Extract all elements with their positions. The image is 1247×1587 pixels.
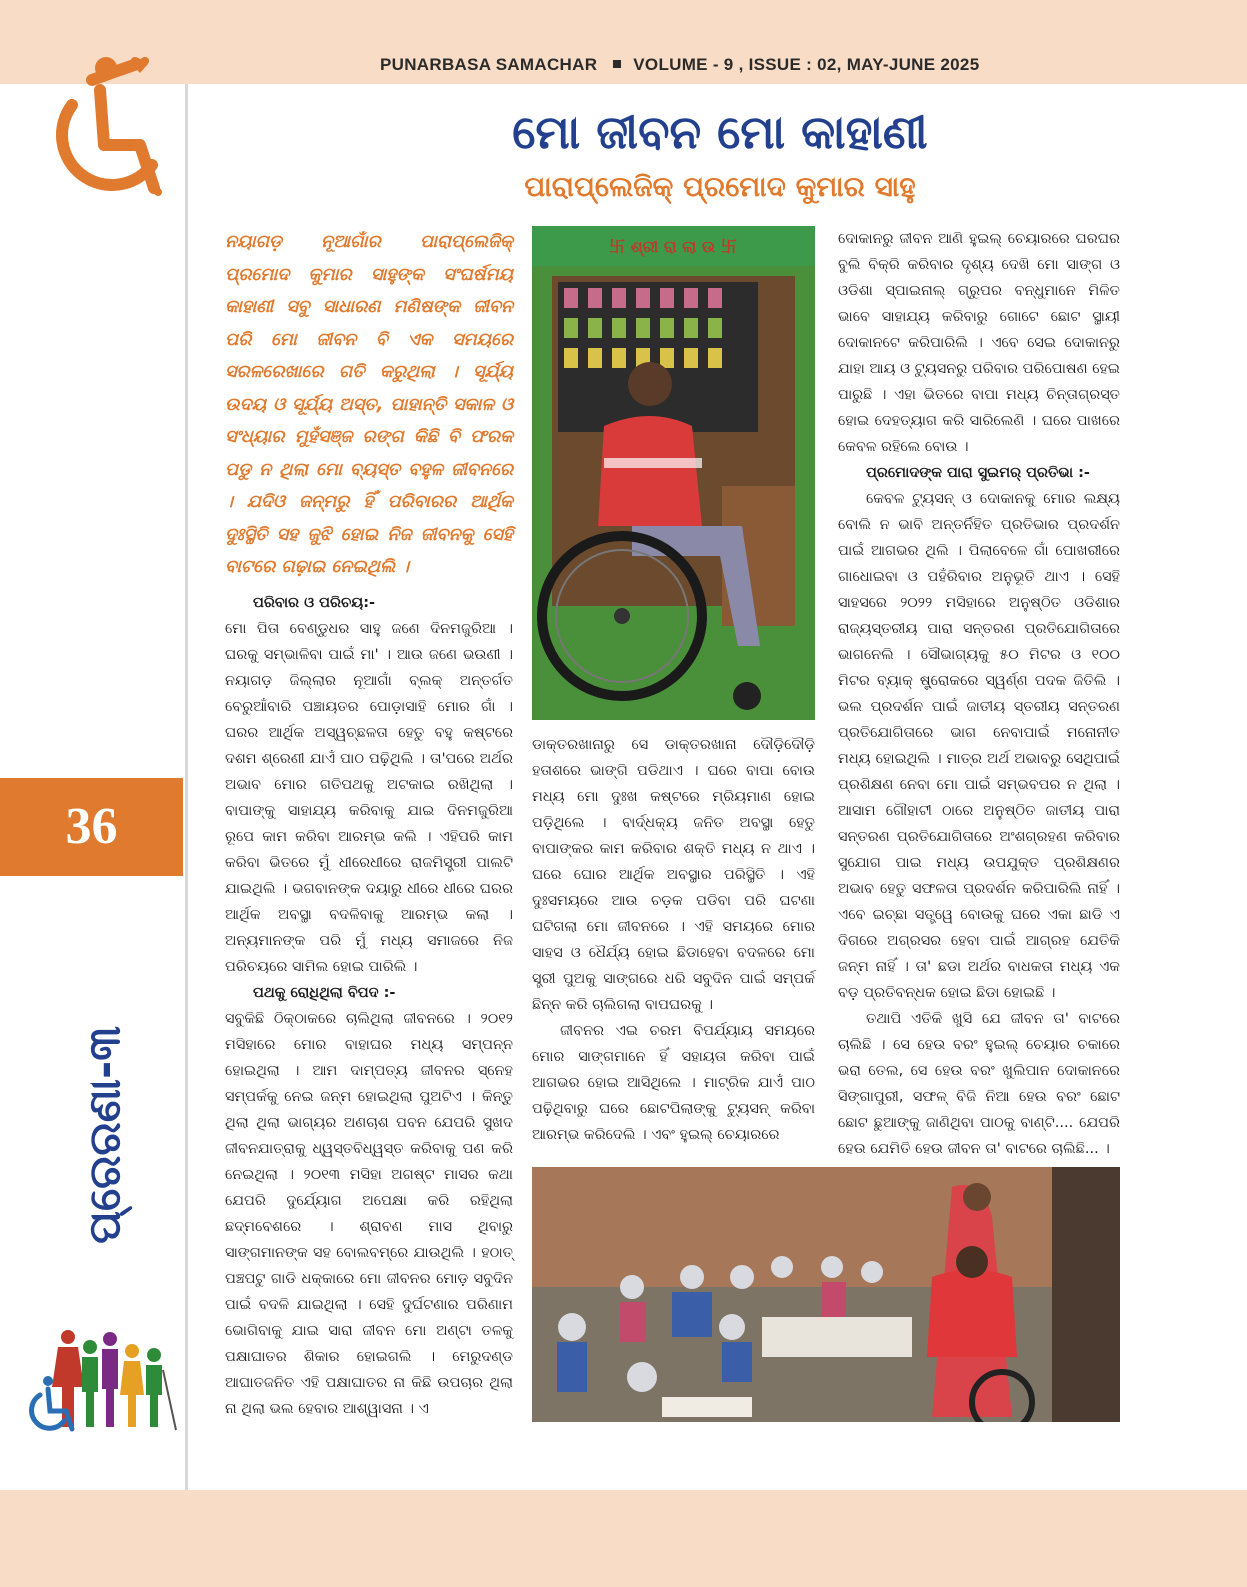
square-bullet-icon bbox=[613, 60, 621, 68]
tuition-photo bbox=[532, 1167, 1120, 1422]
column-right bbox=[838, 226, 1120, 1162]
wheelchair-logo-icon bbox=[42, 50, 172, 200]
section-heading: ପ୍ରମୋଦଙ୍କ ପାରା ସୁଇମର୍ ପ୍ରତିଭା :- bbox=[866, 465, 1090, 481]
publication-name: PUNARBASA SAMACHAR bbox=[380, 55, 598, 74]
issue-info: VOLUME - 9 , ISSUE : 02, MAY-JUNE 2025 bbox=[633, 55, 980, 74]
article-title: ମୋ ଜୀବନ ମୋ କାହାଣୀ bbox=[512, 105, 928, 159]
section-label-text: ପ୍ରେରଣା-୩ bbox=[79, 1026, 131, 1244]
paragraph: ତଥାପି ଏତିକି ଖୁସି ଯେ ଜୀବନ ତା' ବାଟରେ ଚାଲିଛି । ସେ ହେଉ ବରଂ ହୁଇଲ୍ ଚେୟାର ଚକାରେ ଭରା ତେଲ, ସେ ହେଉ ବରଂ ଖୁଲିପାନ ଦୋକାନରେ ସିଙ୍ଗାପୁରୀ, ସଫଳ୍ ବିଜି ନିଆ ହେଉ ବରଂ ଛୋଟ ଛୋଟ ଛୁଆଙ୍କୁ ଜାଣିଥିବା ପାଠକୁ ବାଣ୍ଟି.... ଯେପରି ହେଉ ଯେମିତି ହେଉ ଜୀବନ ତା' ବାଟରେ ଚାଲିଛି... । bbox=[838, 1011, 1120, 1157]
people-group-icon bbox=[28, 1325, 178, 1435]
section-heading: ପଥକୁ ରୋଧିଥିଲା ବିପଦ :- bbox=[253, 985, 396, 1001]
shop-photo bbox=[532, 226, 815, 720]
running-header bbox=[380, 55, 979, 75]
bottom-band bbox=[0, 1490, 1247, 1587]
column-left bbox=[225, 590, 513, 1422]
shop-sign-text: 卐 ଶ୍ରୀ ରା ଲା ଉ 卐 bbox=[609, 237, 737, 256]
paragraph: ସବୁକିଛି ଠିକ୍‌ଠାକରେ ଚାଲିଥିଲା ଜୀବନରେ । ୨୦୧୨ ମସିହାରେ ମୋର ବାହାଘର ମଧ୍ୟ ସମ୍ପନ୍ନ ହୋଇଥିଲା । ଆମ ଦାମ୍ପତ୍ୟ ଜୀବନର ସ୍ନେହ ସମ୍ପର୍କକୁ ନେଇ ଜନ୍ମ ହୋଇଥିଲା ପୁଅଟିଏ । କିନ୍ତୁ ଥିଲା ଥିଲା ଭାଗ୍ୟର ଅଣଚାଶ ପବନ ଯେପରି ସୁଖଦ ଜୀବନଯାତ୍ରାକୁ ଧ୍ୱସ୍ତବିଧ୍ୱସ୍ତ କରିବାକୁ ପଣ କରି ନେଇଥିଲା । ୨୦୧୩ ମସିହା ଅଗଷ୍ଟ ମାସର କଥା ଯେପରି ଦୁର୍ଯ୍ୟୋଗ ଅପେକ୍ଷା କରି ରହିଥିଲା ଛଦ୍ମବେଶରେ । ଶ୍ରାବଣ ମାସ ଥିବାରୁ ସାଙ୍ଗମାନଙ୍କ ସହ ବୋଲବମ୍‌ରେ ଯାଉଥିଲି । ହଠାତ୍ ପଞ୍ଚପଟୁ ଗାଡି ଧକ୍କାରେ ମୋ ଜୀବନର ମୋଡ଼ ସବୁଦିନ ପାଇଁ ବଦଳି ଯାଇଥିଲା । ସେହି ଦୁର୍ଘଟଣାର ପରିଣାମ ଭୋଗିବାକୁ ଯାଇ ସାରା ଜୀବନ ମୋ ଅଣ୍ଟା ତଳକୁ ପକ୍ଷାଘାତର ଶିକାର ହୋଇଗଲି । ମେରୁଦଣ୍ଡ ଆଘାତଜନିତ ଏହି ପକ୍ଷାଘାତର ନା କିଛି ଉପଚାର ଥିଲା ନା ଥିଲା ଭଲ ହେବାର ଆଶ୍ୱାସନା । ଏ bbox=[225, 1011, 513, 1417]
paragraph: କେବଳ ଟ୍ୟୁସନ୍ ଓ ଦୋକାନକୁ ମୋର ଲକ୍ଷ୍ୟ ବୋଲି ନ ଭାବି ଅନ୍ତର୍ନିହିତ ପ୍ରତିଭାର ପ୍ରଦର୍ଶନ ପାଇଁ ଆଗଭର ଥିଲି । ପିଲାବେଳେ ଗାଁ ପୋଖରୀରେ ଗାଧୋଇବା ଓ ପହଁରିବାର ଅନୁଭୂତି ଥାଏ । ସେହି ସାହସରେ ୨୦୨୨ ମସିହାରେ ଅନୁଷ୍ଠିତ ଓଡିଶାର ରାଜ୍ୟସ୍ତରୀୟ ପାରା ସନ୍ତରଣ ପ୍ରତିଯୋଗିତାରେ ଭାଗନେଲି । ସୌଭାଗ୍ୟକୁ ୫୦ ମିଟର ଓ ୧୦୦ ମିଟର ବ୍ୟାକ୍ ଷ୍ଟ୍ରୋକରେ ସ୍ୱର୍ଣ୍ଣ ପଦକ ଜିତିଲି । ଭଲ ପ୍ରଦର୍ଶନ ପାଇଁ ଜାତୀୟ ସ୍ତରୀୟ ସନ୍ତରଣ ପ୍ରତିଯୋଗିତାରେ ଭାଗ ନେବାପାଇଁ ମନୋନୀତ ମଧ୍ୟ ହୋଇଥିଲି । ମାତ୍ର ଅର୍ଥ ଅଭାବରୁ ସେଥିପାଇଁ ପ୍ରଶିକ୍ଷଣ ନେବା ମୋ ପାଇଁ ସମ୍ଭବପର ନ ଥିଲା । ଆସାମ ଗୌହାଟୀ ଠାରେ ଅନୁଷ୍ଠିତ ଜାତୀୟ ପାରା ସନ୍ତରଣ ପ୍ରତିଯୋଗିତାରେ ଅଂଶଗ୍ରହଣ କରିବାର ସୁଯୋଗ ପାଇ ମଧ୍ୟ ଉପଯୁକ୍ତ ପ୍ରଶିକ୍ଷଣର ଅଭାବ ହେତୁ ସଫଳତା ପ୍ରଦର୍ଶନ କରିପାରିଲି ନାହିଁ । ଏବେ ଇଚ୍ଛା ସତ୍ତ୍ୱେ ବୋଉକୁ ଘରେ ଏକା ଛାଡି ଏ ଦିଗରେ ଅଗ୍ରସର ହେବା ପାଇଁ ଆଗ୍ରହ ଯେତିକି ଜନ୍ମ ନାହିଁ । ତା' ଛଡା ଅର୍ଥର ବାଧକତା ମଧ୍ୟ ଏକ ବଡ଼ ପ୍ରତିବନ୍ଧକ ହୋଇ ଛିଡା ହୋଇଛି । bbox=[838, 491, 1120, 1001]
column-middle bbox=[532, 732, 815, 1148]
paragraph: ଜୀବନର ଏଇ ଚରମ ବିପର୍ଯ୍ୟାୟ ସମୟରେ ମୋର ସାଙ୍ଗମାନେ ହିଁ ସହାୟତା କରିବା ପାଇଁ ଆଗଭର ହୋଇ ଆସିଥିଲେ । ମାଟ୍ରିକ ଯାଏଁ ପାଠ ପଢ଼ିଥିବାରୁ ଘରେ ଛୋଟପିଲାଙ୍କୁ ଟ୍ୟୁସନ୍ କରିବା ଆରମ୍ଭ କରିଦେଲି । ଏବଂ ହୁଇଲ୍ ଚେୟାରରେ bbox=[532, 1023, 815, 1143]
intro-paragraph: ନୟାଗଡ଼ ନୂଆଗାଁର ପାରାପ୍ଲେଜିକ୍ ପ୍ରମୋଦ କୁମାର ସାହୁଙ୍କ ସଂଘର୍ଷମୟ କାହାଣୀ ସବୁ ସାଧାରଣ ମଣିଷଙ୍କ ଜୀବନ ପରି ମୋ ଜୀବନ ବି ଏକ ସମୟରେ ସରଳରେଖାରେ ଗତି କରୁଥିଲା । ସୂର୍ଯ୍ୟ ଉଦୟ ଓ ସୂର୍ଯ୍ୟ ଅସ୍ତ, ପାହାନ୍ତି ସକାଳ ଓ ସଂଧ୍ୟାର ମୁହଁସଞ୍ଜ ରଙ୍ଗ କିଛି ବି ଫରକ ପଡୁ ନ ଥିଲା ମୋ ବ୍ୟସ୍ତ ବହୁଳ ଜୀବନରେ । ଯଦିଓ ଜନ୍ମରୁ ହିଁ ପରିବାରର ଆର୍ଥିକ ଦୁଃସ୍ଥିତି ସହ ଜୁଝି ହୋଇ ନିଜ ଜୀବନକୁ ସେହି ବାଟରେ ଗଢ଼ାଇ ନେଇଥିଲି । bbox=[225, 232, 513, 577]
vertical-section-label bbox=[55, 985, 155, 1285]
paragraph: ଦୋକାନରୁ ଜୀବନ ଆଣି ହୁଇଲ୍ ଚେୟାରରେ ଘରଘର ବୁଲି ବିକ୍ରି କରିବାର ଦୃଶ୍ୟ ଦେଖି ମୋ ସାଙ୍ଗ ଓ ଓଡିଶା ସ୍ପାଇନାଲ୍ ଗ୍ରୁପର ବନ୍ଧୁମାନେ ମିଳିତ ଭାବେ ସାହାଯ୍ୟ କରିବାରୁ ଗୋଟେ ଛୋଟ ସ୍ଥାୟୀ ଦୋକାନଟେ କରିପାରିଲି । ଏବେ ସେଇ ଦୋକାନରୁ ଯାହା ଆୟ ଓ ଟ୍ୟୁସନରୁ ପରିବାର ପରିପୋଷଣ ହେଇ ପାରୁଛି । ଏହା ଭିତରେ ବାପା ମଧ୍ୟ ଚିନ୍ତାଗ୍ରସ୍ତ ହୋଇ ଦେହତ୍ୟାଗ କରି ସାରିଲେଣି । ଘରେ ପାଖରେ କେବଳ ରହିଲେ ବୋଉ । bbox=[838, 231, 1120, 455]
paragraph: ମୋ ପିତା ବେଣ୍ଡୁଧର ସାହୁ ଜଣେ ଦିନମଜୁରିଆ । ଘରକୁ ସମ୍ଭାଳିବା ପାଇଁ ମା' । ଆଉ ଜଣେ ଭଉଣୀ । ନୟାଗଡ଼ ଜିଲ୍ଲାର ନୂଆଗାଁ ବ୍ଲକ୍ ଅନ୍ତର୍ଗତ ବେରୁଆଁବାରି ପଞ୍ଚାୟତର ପୋଡ଼ାସାହି ମୋର ଗାଁ । ଘରର ଆର୍ଥିକ ଅସ୍ୱଚ୍ଛଳତା ହେତୁ ବହୁ କଷ୍ଟରେ ଦଶମ ଶ୍ରେଣୀ ଯାଏଁ ପାଠ ପଢ଼ିଥିଲି । ତା'ପରେ ଅର୍ଥର ଅଭାବ ମୋର ଗତିପଥକୁ ଅଟକାଇ ରଖିଥିଲା । ବାପାଙ୍କୁ ସାହାଯ୍ୟ କରିବାକୁ ଯାଇ ଦିନମଜୁରିଆ ରୂପେ କାମ କରିବା ଆରମ୍ଭ କଲି । ଏହିପରି କାମ କରିବା ଭିତରେ ମୁଁ ଧୀରେଧୀରେ ରାଜମିସ୍ତ୍ରୀ ପାଲଟି ଯାଇଥିଲି । ଭଗବାନଙ୍କ ଦୟାରୁ ଧୀରେ ଧୀରେ ଘରର ଆର୍ଥିକ ଅବସ୍ଥା ବଦଳିବାକୁ ଆରମ୍ଭ କଲା । ଅନ୍ୟମାନଙ୍କ ପରି ମୁଁ ମଧ୍ୟ ସମାଜରେ ନିଜ ପରିଚୟରେ ସାମିଲ ହୋଇ ପାରିଲି । bbox=[225, 621, 513, 975]
article-byline: ପାରାପ୍ଲେଜିକ୍ ପ୍ରମୋଦ କୁମାର ସାହୁ bbox=[524, 170, 916, 203]
side-divider bbox=[185, 84, 188, 1490]
section-heading: ପରିବାର ଓ ପରିଚୟ:- bbox=[253, 595, 376, 611]
page-number: 36 bbox=[0, 778, 183, 876]
paragraph: ଡାକ୍ତରଖାନାରୁ ସେ ଡାକ୍ତରଖାନା ଦୌଡ଼ିଦୌଡ଼ି ହତାଶରେ ଭାଙ୍ଗି ପଡିଥାଏ । ଘରେ ବାପା ବୋଉ ମଧ୍ୟ ମୋ ଦୁଃଖ କଷ୍ଟରେ ମ୍ରିୟମାଣ ହୋଇ ପଡ଼ିଥିଲେ । ବାର୍ଦ୍ଧକ୍ୟ ଜନିତ ଅବସ୍ଥା ହେତୁ ବାପାଙ୍କର କାମ କରିବାର ଶକ୍ତି ମଧ୍ୟ ନ ଥାଏ । ଘରେ ଘୋର ଆର୍ଥିକ ଅବସ୍ଥାର ପରିସ୍ଥିତି । ଏହି ଦୁଃସମୟରେ ଆଉ ଚଡ଼କ ପଡିବା ପରି ଘଟଣା ଘଟିଗଲା ମୋ ଜୀବନରେ । ଏହି ସମୟରେ ମୋର ସାହସ ଓ ଧୈର୍ଯ୍ୟ ହୋଇ ଛିଡାହେବା ବଦଳରେ ମୋ ସ୍ତ୍ରୀ ପୁଅକୁ ସାଙ୍ଗରେ ଧରି ସବୁଦିନ ପାଇଁ ସମ୍ପର୍କ ଛିନ୍ନ କରି ଚାଲିଗଲା ବାପଘରକୁ । bbox=[532, 737, 815, 1013]
